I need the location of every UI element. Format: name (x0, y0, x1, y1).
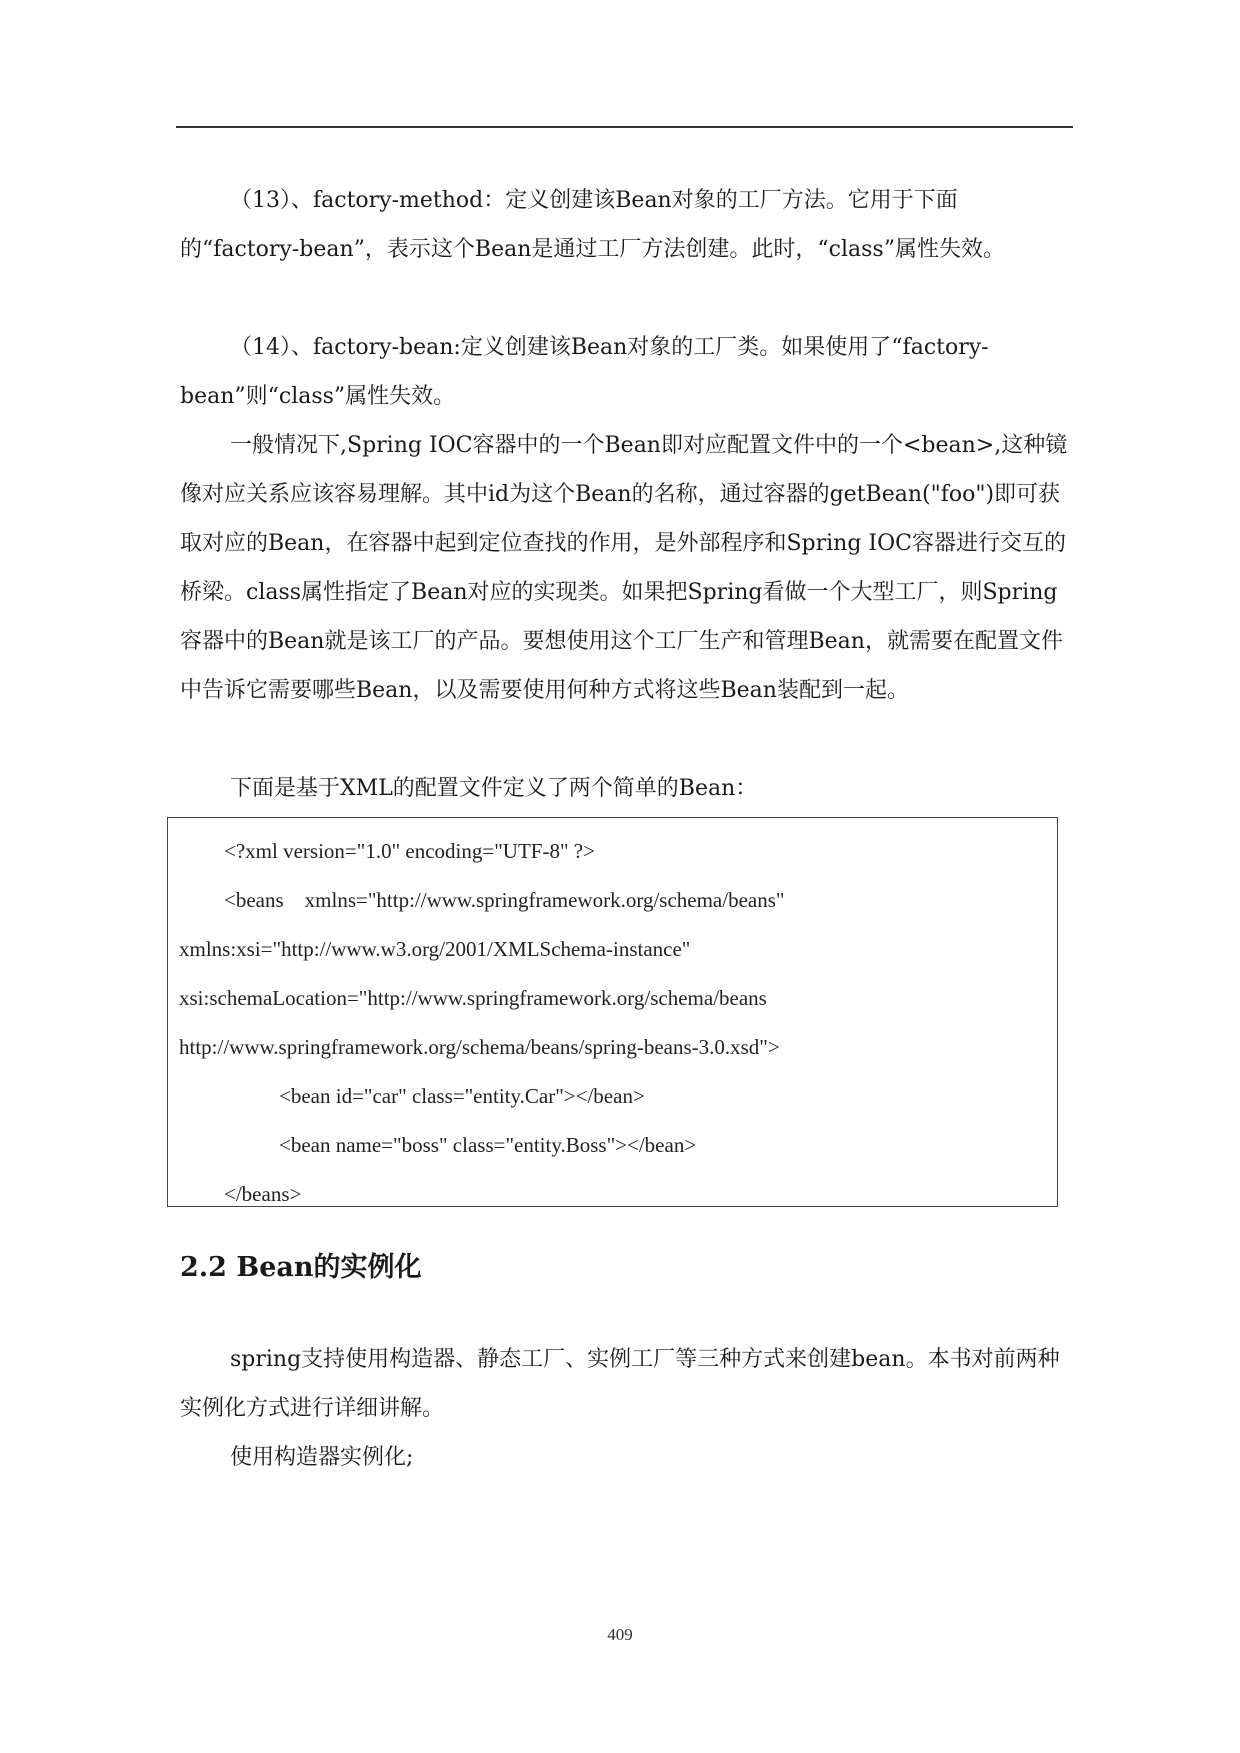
section-heading-bean-instantiation: 2.2 Bean的实例化 (180, 1252, 422, 1283)
paragraph-factory-method: （13）、factory-method：定义创建该Bean对象的工厂方法。它用于下面的“factory-bean”，表示这个Bean是通过工厂方法创建。此时，“class”属性失效。 (180, 188, 1005, 262)
paragraph-constructor-instantiation: 使用构造器实例化; (230, 1445, 414, 1470)
code-line-xmlns-xsi: xmlns:xsi="http://www.w3.org/2001/XMLSchema-instance" (179, 937, 691, 961)
paragraph-bean-overview: 一般情况下,Spring IOC容器中的一个Bean即对应配置文件中的一个<bean>,这种镜像对应关系应该容易理解。其中id为这个Bean的名称，通过容器的getBean("foo")即可获取对应的Bean，在容器中起到定位查找的作用，是外部程序和Spring IOC容器进行交互的桥梁。class属性指定了Bean对应的实现类。如果把Spring看做一个大型工厂，则Spring容器中的Bean就是该工厂的产品。要想使用这个工厂生产和管理Bean，就需要在配置文件中告诉它需要哪些Bean，以及需要使用何种方式将这些Bean装配到一起。 (180, 433, 1068, 703)
page-number: 409 (607, 1625, 633, 1644)
code-line-schema-location: xsi:schemaLocation="http://www.springframework.org/schema/beans (179, 986, 767, 1010)
header-rule (176, 126, 1073, 128)
paragraph-factory-bean: （14）、factory-bean:定义创建该Bean对象的工厂类。如果使用了“factory-bean”则“class”属性失效。 (180, 335, 989, 409)
code-line-schema-xsd: http://www.springframework.org/schema/beans/spring-beans-3.0.xsd"> (179, 1035, 780, 1059)
code-line-bean-boss: <bean name="boss" class="entity.Boss"></bean> (279, 1133, 697, 1157)
code-line-xml-declaration: <?xml version="1.0" encoding="UTF-8" ?> (224, 839, 595, 863)
code-line-beans-open: <beans xmlns="http://www.springframework.org/schema/beans" (224, 888, 785, 912)
paragraph-instantiation-methods: spring支持使用构造器、静态工厂、实例工厂等三种方式来创建bean。本书对前两种实例化方式进行详细讲解。 (180, 1347, 1060, 1421)
code-line-bean-car: <bean id="car" class="entity.Car"></bean> (279, 1084, 645, 1108)
paragraph-xml-intro: 下面是基于XML的配置文件定义了两个简单的Bean： (230, 776, 758, 801)
code-line-beans-close: </beans> (224, 1182, 302, 1206)
xml-code-box (167, 817, 1058, 1207)
